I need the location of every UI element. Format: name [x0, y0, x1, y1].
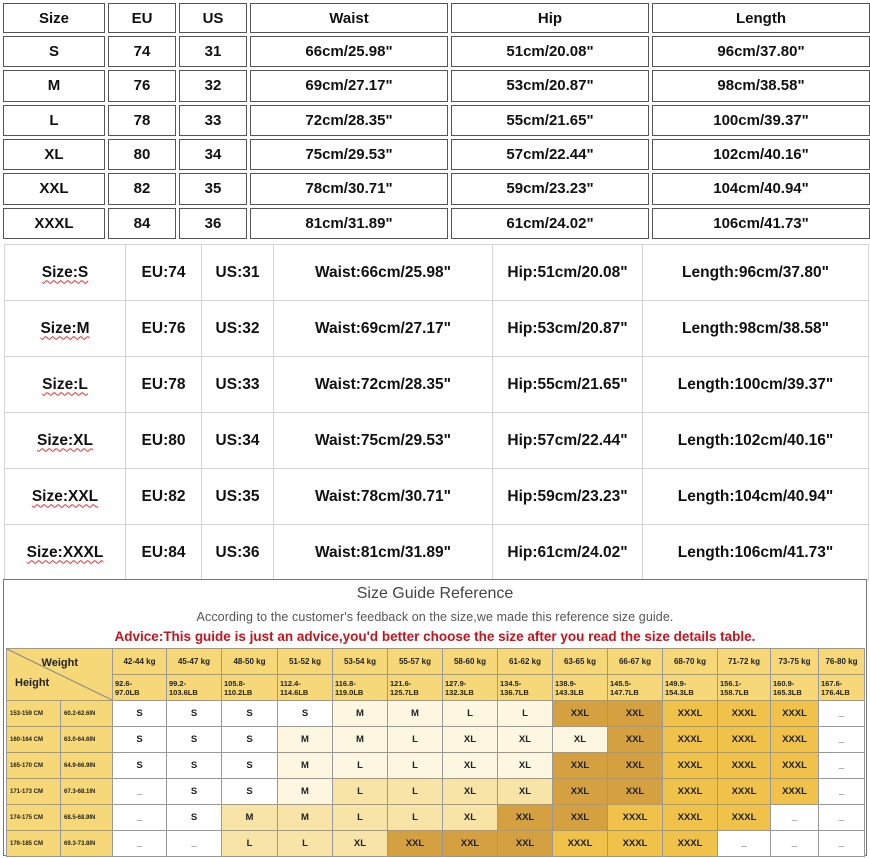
guide-row: [7, 753, 865, 779]
t1-cell: 98cm/38.58": [652, 70, 870, 101]
guide-size-cell: M: [278, 727, 333, 753]
t2-size-label: Size:XXL: [31, 487, 99, 505]
t2-row: [5, 245, 869, 301]
t1-cell: 72cm/28.35": [250, 105, 448, 136]
guide-weight-lb: [388, 675, 443, 701]
guide-weight-kg: 61-62 kg: [498, 649, 553, 675]
guide-size-cell: S: [222, 779, 278, 805]
t2-cell: Waist:66cm/25.98": [274, 245, 493, 301]
guide-size-cell: _: [771, 805, 819, 831]
guide-size-cell: XXXL: [718, 753, 771, 779]
t2-cell: US:33: [202, 357, 274, 413]
guide-height-cm: 174-175 CM: [7, 805, 61, 831]
t1-cell: L: [3, 105, 105, 136]
t2-size-label: Size:XL: [37, 431, 93, 449]
guide-size-cell: S: [222, 701, 278, 727]
guide-size-cell: XL: [443, 779, 498, 805]
t2-cell: Length:100cm/39.37": [643, 357, 869, 413]
guide-size-cell: L: [388, 727, 443, 753]
guide-size-cell: XL: [498, 727, 553, 753]
guide-size-cell: XXL: [498, 831, 553, 857]
guide-weight-kg: 48-50 kg: [222, 649, 278, 675]
guide-height-cm: 165-170 CM: [7, 753, 61, 779]
guide-size-cell: L: [333, 753, 388, 779]
guide-size-cell: L: [498, 701, 553, 727]
guide-height-cm: 153-159 CM: [7, 701, 61, 727]
guide-row: [7, 727, 865, 753]
t1-cell: 55cm/21.65": [451, 105, 649, 136]
guide-weight-lb: [278, 675, 333, 701]
guide-weight-lb: [333, 675, 388, 701]
t1-cell: 74: [108, 36, 176, 67]
guide-height-in: 67.3-68.1IN: [61, 779, 113, 805]
guide-size-cell: _: [819, 805, 865, 831]
t2-size-label: Size:S: [41, 263, 89, 281]
t2-row: [5, 413, 869, 469]
t2-row: [5, 301, 869, 357]
t2-cell: Waist:72cm/28.35": [274, 357, 493, 413]
guide-size-cell: _: [113, 805, 167, 831]
t1-header-cell: US: [179, 3, 247, 33]
t1-cell: 82: [108, 173, 176, 204]
guide-weight-lb-min: 145.5-: [610, 678, 632, 688]
guide-weight-kg: 58-60 kg: [443, 649, 498, 675]
guide-size-cell: _: [167, 831, 222, 857]
guide-size-cell: _: [819, 779, 865, 805]
guide-weight-kg: 68-70 kg: [663, 649, 718, 675]
guide-weight-kg-row: [7, 649, 865, 675]
guide-size-cell: M: [388, 701, 443, 727]
size-guide-grid: [6, 648, 865, 857]
guide-size-cell: XL: [553, 727, 608, 753]
t1-cell: 106cm/41.73": [652, 208, 870, 239]
t1-row: [3, 70, 870, 101]
guide-size-cell: L: [388, 779, 443, 805]
t2-cell: Hip:61cm/24.02": [493, 525, 643, 581]
t1-cell: XXXL: [3, 208, 105, 239]
guide-weight-lb-min: 105.8-: [224, 678, 246, 688]
guide-weight-kg: 76-80 kg: [819, 649, 865, 675]
t2-cell: Waist:78cm/30.71": [274, 469, 493, 525]
guide-size-cell: XXXL: [718, 727, 771, 753]
t1-row: [3, 139, 870, 170]
t1-cell: S: [3, 36, 105, 67]
guide-weight-lb-min: 92.6-: [115, 678, 133, 688]
t2-cell: [5, 469, 126, 525]
guide-size-cell: XXXL: [771, 727, 819, 753]
guide-advice: Advice:This guide is just an advice,you'd better choose the size after you read the size details table.: [114, 629, 756, 644]
size-table-primary: [0, 0, 870, 242]
guide-size-cell: _: [819, 831, 865, 857]
t2-cell: EU:80: [126, 413, 202, 469]
guide-title: Size Guide Reference: [356, 585, 514, 602]
guide-size-cell: S: [167, 701, 222, 727]
guide-weight-kg: 51-52 kg: [278, 649, 333, 675]
guide-weight-kg: 55-57 kg: [388, 649, 443, 675]
guide-weight-lb-min: 149.9-: [665, 678, 687, 688]
t1-cell: 59cm/23.23": [451, 173, 649, 204]
guide-size-cell: XXXL: [718, 779, 771, 805]
t2-cell: EU:84: [126, 525, 202, 581]
guide-size-cell: XXL: [608, 753, 663, 779]
guide-size-cell: XXXL: [718, 805, 771, 831]
guide-size-cell: XXXL: [553, 831, 608, 857]
t1-cell: 51cm/20.08": [451, 36, 649, 67]
guide-weight-kg: 71-72 kg: [718, 649, 771, 675]
guide-size-cell: S: [167, 805, 222, 831]
t1-cell: 53cm/20.87": [451, 70, 649, 101]
guide-size-cell: XXL: [608, 779, 663, 805]
guide-size-cell: S: [167, 779, 222, 805]
guide-size-cell: XXL: [553, 805, 608, 831]
t1-cell: 57cm/22.44": [451, 139, 649, 170]
guide-weight-kg: 63-65 kg: [553, 649, 608, 675]
t1-cell: 78: [108, 105, 176, 136]
t1-row: [3, 105, 870, 136]
guide-weight-lb-max: 147.7LB: [610, 687, 639, 697]
guide-height-cm: 176-185 CM: [7, 831, 61, 857]
t2-cell: Waist:81cm/31.89": [274, 525, 493, 581]
guide-size-cell: XXL: [608, 727, 663, 753]
t1-cell: 100cm/39.37": [652, 105, 870, 136]
guide-row: [7, 805, 865, 831]
guide-size-cell: M: [222, 805, 278, 831]
guide-size-cell: _: [819, 727, 865, 753]
guide-weight-lb: [113, 675, 167, 701]
guide-size-cell: L: [222, 831, 278, 857]
guide-height-in: 63.0-64.6IN: [61, 727, 113, 753]
guide-weight-lb: [718, 675, 771, 701]
t2-cell: [5, 413, 126, 469]
guide-height-in: 69.3-73.8IN: [61, 831, 113, 857]
t2-cell: Hip:51cm/20.08": [493, 245, 643, 301]
t1-cell: 80: [108, 139, 176, 170]
guide-weight-lb: [819, 675, 865, 701]
guide-weight-lb-max: 136.7LB: [500, 687, 529, 697]
t2-cell: US:34: [202, 413, 274, 469]
guide-size-cell: M: [278, 779, 333, 805]
guide-size-cell: _: [771, 831, 819, 857]
guide-weight-lb-max: 165.3LB: [773, 687, 802, 697]
guide-size-cell: L: [333, 805, 388, 831]
guide-weight-lb-max: 97.0LB: [115, 687, 140, 697]
t1-header-cell: Length: [652, 3, 870, 33]
guide-size-cell: _: [113, 831, 167, 857]
guide-weight-lb: [771, 675, 819, 701]
guide-size-cell: XXL: [498, 805, 553, 831]
t2-cell: US:31: [202, 245, 274, 301]
t2-cell: Length:98cm/38.58": [643, 301, 869, 357]
t2-cell: Waist:75cm/29.53": [274, 413, 493, 469]
guide-size-cell: XXXL: [663, 727, 718, 753]
guide-weight-lb-max: 132.3LB: [445, 687, 474, 697]
t1-cell: 32: [179, 70, 247, 101]
guide-weight-lb-max: 125.7LB: [390, 687, 419, 697]
guide-size-cell: XXXL: [608, 805, 663, 831]
guide-weight-lb-max: 158.7LB: [720, 687, 749, 697]
guide-weight-lb-max: 143.3LB: [555, 687, 584, 697]
guide-size-cell: S: [113, 701, 167, 727]
guide-size-cell: XXL: [443, 831, 498, 857]
guide-size-cell: L: [388, 753, 443, 779]
guide-size-cell: L: [388, 805, 443, 831]
guide-row: [7, 831, 865, 857]
guide-subtitle: According to the customer's feedback on the size,we made this reference size guide.: [196, 610, 674, 624]
guide-size-cell: XL: [333, 831, 388, 857]
guide-size-cell: XXXL: [771, 753, 819, 779]
t1-cell: XL: [3, 139, 105, 170]
guide-size-cell: XXL: [608, 701, 663, 727]
guide-weight-lb-max: 114.6LB: [280, 687, 309, 697]
guide-weight-kg: 53-54 kg: [333, 649, 388, 675]
guide-size-cell: _: [819, 753, 865, 779]
t1-cell: 75cm/29.53": [250, 139, 448, 170]
t1-cell: 84: [108, 208, 176, 239]
guide-size-cell: XXL: [553, 701, 608, 727]
t2-cell: EU:82: [126, 469, 202, 525]
t2-cell: Length:106cm/41.73": [643, 525, 869, 581]
t1-cell: 81cm/31.89": [250, 208, 448, 239]
guide-size-cell: XXXL: [663, 753, 718, 779]
guide-weight-kg: 66-67 kg: [608, 649, 663, 675]
t1-cell: 31: [179, 36, 247, 67]
guide-size-cell: XXXL: [608, 831, 663, 857]
guide-size-cell: XL: [443, 727, 498, 753]
guide-size-cell: XXXL: [663, 805, 718, 831]
guide-weight-lb-max: 154.3LB: [665, 687, 694, 697]
size-table-header: [3, 3, 870, 33]
guide-row: [7, 701, 865, 727]
guide-size-cell: S: [113, 727, 167, 753]
guide-size-cell: XL: [443, 753, 498, 779]
guide-weight-lb-min: 116.8-: [335, 678, 356, 688]
corner-height-label: Height: [15, 677, 50, 689]
guide-size-cell: L: [278, 831, 333, 857]
t1-cell: 61cm/24.02": [451, 208, 649, 239]
t2-cell: Length:102cm/40.16": [643, 413, 869, 469]
guide-size-cell: XXL: [553, 753, 608, 779]
t2-cell: EU:78: [126, 357, 202, 413]
guide-weight-lb-min: 167.6-: [821, 678, 843, 688]
t2-cell: EU:74: [126, 245, 202, 301]
t2-row: [5, 525, 869, 581]
t1-row: [3, 173, 870, 204]
t2-cell: Hip:57cm/22.44": [493, 413, 643, 469]
guide-weight-lb-min: 160.9-: [773, 678, 795, 688]
t2-cell: Hip:53cm/20.87": [493, 301, 643, 357]
guide-size-cell: XXL: [553, 779, 608, 805]
guide-weight-lb: [663, 675, 718, 701]
guide-size-cell: L: [333, 779, 388, 805]
guide-size-cell: XXXL: [718, 701, 771, 727]
t1-cell: 35: [179, 173, 247, 204]
guide-weight-lb: [498, 675, 553, 701]
guide-height-cm: 171-173 CM: [7, 779, 61, 805]
t1-cell: 96cm/37.80": [652, 36, 870, 67]
guide-size-cell: S: [278, 701, 333, 727]
guide-size-cell: XXXL: [663, 779, 718, 805]
t1-header-cell: Waist: [250, 3, 448, 33]
guide-weight-lb-max: 110.2LB: [224, 687, 253, 697]
guide-weight-kg: 45-47 kg: [167, 649, 222, 675]
t2-cell: [5, 301, 126, 357]
t2-cell: [5, 525, 126, 581]
guide-size-cell: S: [167, 753, 222, 779]
t2-cell: EU:76: [126, 301, 202, 357]
guide-size-cell: S: [113, 753, 167, 779]
guide-size-cell: XXL: [388, 831, 443, 857]
t1-header-cell: Size: [3, 3, 105, 33]
t1-cell: 76: [108, 70, 176, 101]
guide-size-cell: _: [819, 701, 865, 727]
t1-cell: 34: [179, 139, 247, 170]
guide-weight-lb-min: 127.9-: [445, 678, 467, 688]
guide-corner-cell: [7, 649, 113, 701]
guide-size-cell: XL: [498, 753, 553, 779]
t1-row: [3, 208, 870, 239]
guide-weight-kg: 73-75 kg: [771, 649, 819, 675]
t2-cell: Waist:69cm/27.17": [274, 301, 493, 357]
guide-weight-lb-min: 112.4-: [280, 678, 301, 688]
t2-cell: Hip:55cm/21.65": [493, 357, 643, 413]
guide-row: [7, 779, 865, 805]
guide-size-cell: XXXL: [663, 831, 718, 857]
guide-size-cell: _: [718, 831, 771, 857]
t2-cell: US:36: [202, 525, 274, 581]
guide-weight-lb-min: 156.1-: [720, 678, 742, 688]
t1-header-cell: Hip: [451, 3, 649, 33]
t2-cell: Length:96cm/37.80": [643, 245, 869, 301]
guide-size-cell: S: [167, 727, 222, 753]
guide-weight-lb-min: 138.9-: [555, 678, 577, 688]
t2-size-label: Size:L: [42, 375, 88, 393]
guide-size-cell: M: [333, 701, 388, 727]
guide-size-cell: M: [278, 805, 333, 831]
guide-size-cell: XL: [443, 805, 498, 831]
t1-cell: 33: [179, 105, 247, 136]
t2-row: [5, 357, 869, 413]
guide-weight-lb-row: [7, 675, 865, 701]
t1-cell: XXL: [3, 173, 105, 204]
guide-weight-lb-min: 121.6-: [390, 678, 412, 688]
guide-height-cm: 160-164 CM: [7, 727, 61, 753]
t2-cell: [5, 357, 126, 413]
guide-size-cell: M: [278, 753, 333, 779]
guide-weight-lb-min: 99.2-: [169, 678, 187, 688]
t2-cell: Hip:59cm/23.23": [493, 469, 643, 525]
t2-cell: Length:104cm/40.94": [643, 469, 869, 525]
guide-size-cell: S: [222, 727, 278, 753]
t2-cell: US:35: [202, 469, 274, 525]
t1-cell: M: [3, 70, 105, 101]
guide-weight-lb: [443, 675, 498, 701]
guide-weight-lb: [167, 675, 222, 701]
corner-weight-label: Weight: [41, 657, 78, 669]
size-table-secondary: [4, 244, 869, 581]
t1-header-cell: EU: [108, 3, 176, 33]
t1-cell: 104cm/40.94": [652, 173, 870, 204]
guide-size-cell: S: [222, 753, 278, 779]
t1-row: [3, 36, 870, 67]
guide-size-cell: XL: [498, 779, 553, 805]
t1-cell: 102cm/40.16": [652, 139, 870, 170]
guide-size-cell: L: [443, 701, 498, 727]
guide-size-cell: XXXL: [771, 779, 819, 805]
guide-weight-lb-max: 103.6LB: [169, 687, 198, 697]
guide-weight-lb: [553, 675, 608, 701]
t2-cell: US:32: [202, 301, 274, 357]
guide-weight-lb: [222, 675, 278, 701]
t2-size-label: Size:XXXL: [26, 543, 104, 561]
t1-cell: 66cm/25.98": [250, 36, 448, 67]
size-guide-reference: [3, 579, 867, 856]
guide-weight-lb-max: 119.0LB: [335, 687, 364, 697]
guide-size-cell: XXXL: [663, 701, 718, 727]
t1-cell: 69cm/27.17": [250, 70, 448, 101]
guide-size-cell: _: [113, 779, 167, 805]
t1-cell: 78cm/30.71": [250, 173, 448, 204]
t2-cell: [5, 245, 126, 301]
guide-size-cell: XXXL: [771, 701, 819, 727]
t2-size-label: Size:M: [40, 319, 90, 337]
guide-height-in: 68.5-68.9IN: [61, 805, 113, 831]
guide-size-cell: M: [333, 727, 388, 753]
guide-weight-lb-max: 176.4LB: [821, 687, 850, 697]
guide-weight-lb: [608, 675, 663, 701]
guide-height-in: 60.2-62.6IN: [61, 701, 113, 727]
t1-cell: 36: [179, 208, 247, 239]
guide-weight-lb-min: 134.5-: [500, 678, 522, 688]
guide-height-in: 64.9-66.9IN: [61, 753, 113, 779]
t2-row: [5, 469, 869, 525]
guide-weight-kg: 42-44 kg: [113, 649, 167, 675]
